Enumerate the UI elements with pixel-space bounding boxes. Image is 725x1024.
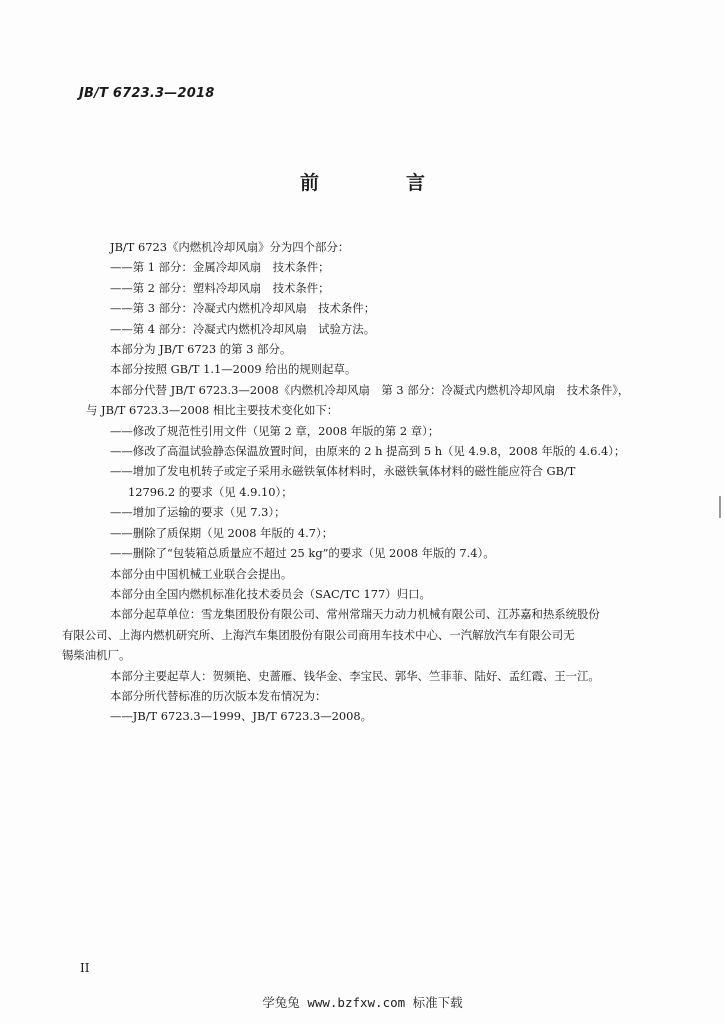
- list-item: ——第 3 部分：冷凝式内燃机冷却风扇 技术条件；: [110, 301, 376, 316]
- paragraph: 本部分由中国机械工业联合会提出。: [110, 566, 293, 581]
- paragraph: 本部分主要起草人：贺频艳、史蔷雁、钱华金、李宝民、郭华、竺菲菲、陆好、孟红霞、王一江。: [110, 668, 600, 683]
- paragraph: 本部分代替 JB/T 6723.3—2008《内燃机冷却风扇 第 3 部分：冷凝式内燃机冷却风扇 技术条件》，: [110, 382, 630, 397]
- page-number: II: [80, 961, 90, 975]
- paragraph: 本部分按照 GB/T 1.1—2009 给出的规则起草。: [110, 362, 357, 377]
- paragraph-continuation: 与 JB/T 6723.3—2008 相比主要技术变化如下：: [86, 403, 339, 418]
- paragraph: 本部分由全国内燃机标准化技术委员会（SAC/TC 177）归口。: [110, 586, 431, 601]
- foreword-body: [62, 237, 648, 727]
- footer-watermark: 学兔兔 www.bzfxw.com 标准下载: [262, 995, 463, 1010]
- standard-number: JB/T 6723.3—2018: [79, 86, 215, 101]
- list-item: ——第 2 部分：塑料冷却风扇 技术条件；: [110, 280, 330, 295]
- list-item: ——修改了规范性引用文件（见第 2 章，2008 年版的第 2 章）；: [110, 423, 440, 438]
- page-title: 前 言: [299, 172, 459, 194]
- list-item: ——删除了质保期（见 2008 年版的 4.7）；: [110, 525, 334, 540]
- list-item: ——JB/T 6723.3—1999、JB/T 6723.3—2008。: [110, 709, 373, 724]
- list-item: ——第 1 部分：金属冷却风扇 技术条件；: [110, 260, 330, 275]
- scan-artifact: [719, 496, 721, 518]
- list-item: ——删除了“包装箱总质量应不超过 25 kg”的要求（见 2008 年版的 7.4）。: [110, 546, 495, 561]
- list-item-continuation: 12796.2 的要求（见 4.9.10）；: [128, 484, 293, 499]
- list-item: ——增加了发电机转子或定子采用永磁铁氧体材料时，永磁铁氧体材料的磁性能应符合 GB/T: [110, 464, 576, 479]
- paragraph: JB/T 6723《内燃机冷却风扇》分为四个部分：: [110, 240, 350, 254]
- paragraph-continuation: 有限公司、上海内燃机研究所、上海汽车集团股份有限公司商用车技术中心、一汽解放汽车有限公司无: [62, 627, 575, 642]
- list-item: ——修改了高温试验静态保温放置时间，由原来的 2 h 提高到 5 h（见 4.9.8，2008 年版的 4.6.4）；: [110, 444, 626, 459]
- list-item: ——增加了运输的要求（见 7.3）；: [110, 505, 286, 520]
- paragraph: 本部分为 JB/T 6723 的第 3 部分。: [110, 342, 292, 357]
- paragraph: 本部分起草单位：雪龙集团股份有限公司、常州常瑞天力动力机械有限公司、江苏嘉和热系统股份: [110, 607, 600, 622]
- list-item: ——第 4 部分：冷凝式内燃机冷却风扇 试验方法。: [110, 321, 376, 336]
- paragraph: 本部分所代替标准的历次版本发布情况为：: [110, 688, 327, 703]
- paragraph-continuation: 锡柴油机厂。: [62, 648, 131, 663]
